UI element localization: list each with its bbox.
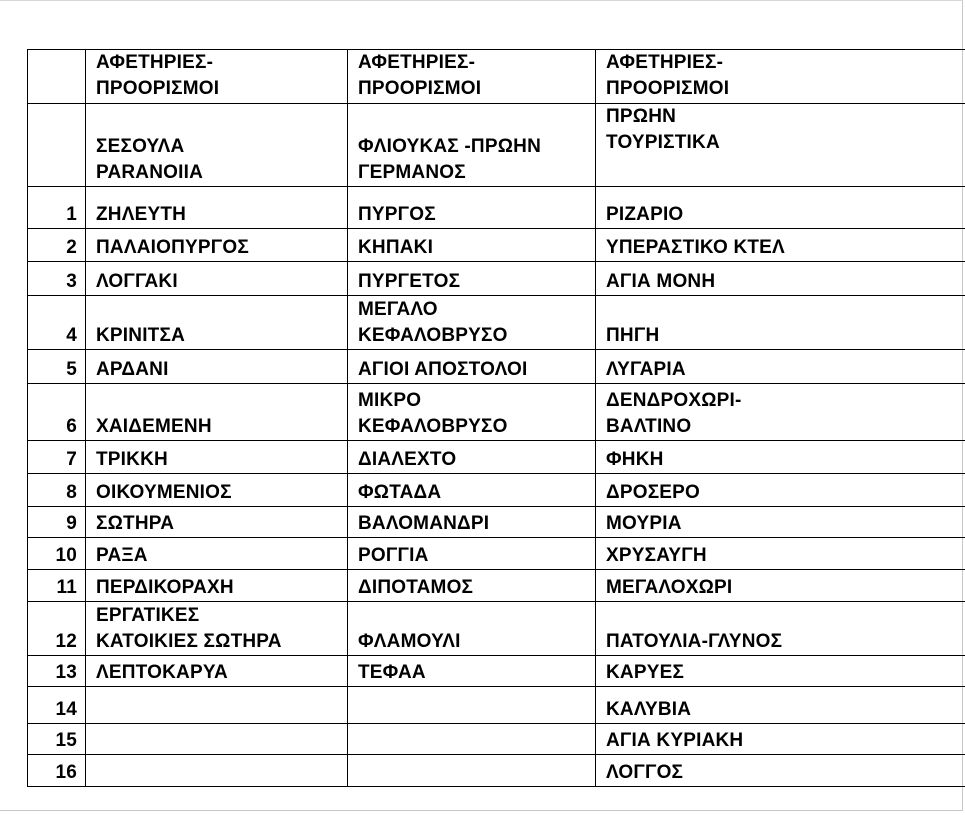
table-row	[28, 538, 965, 570]
row-number: 8	[28, 474, 86, 507]
table-row	[28, 187, 965, 229]
subheader-cell-col1: ΣΕΣΟΥΛΑ PARANOIIA	[86, 104, 348, 187]
row-number: 16	[28, 755, 86, 787]
row-cell-col3: ΜΕΓΑΛΟΧΩΡΙ	[596, 570, 965, 602]
row-number: 9	[28, 507, 86, 538]
row-cell-col2: ΒΑΛΟΜΑΝΔΡΙ	[348, 507, 596, 538]
row-number: 15	[28, 724, 86, 755]
table-row	[28, 384, 965, 441]
row-cell-col1	[86, 687, 348, 724]
table-row	[28, 474, 965, 507]
row-cell-col3: ΔΡΟΣΕΡΟ	[596, 474, 965, 507]
row-cell-col2	[348, 687, 596, 724]
row-cell-col1: ΧΑΙΔΕΜΕΝΗ	[86, 384, 348, 441]
row-number: 6	[28, 384, 86, 441]
row-cell-col2: ΦΛΑΜΟΥΛΙ	[348, 602, 596, 656]
table-row	[28, 602, 965, 656]
table-subheader-row	[28, 104, 965, 187]
row-cell-col3: ΠΗΓΗ	[596, 296, 965, 350]
table-row	[28, 441, 965, 474]
row-cell-col2: ΑΓΙΟΙ ΑΠΟΣΤΟΛΟΙ	[348, 350, 596, 384]
row-cell-col1: ΠΑΛΑΙΟΠΥΡΓΟΣ	[86, 229, 348, 262]
header-number-cell	[28, 50, 86, 104]
table-row	[28, 262, 965, 296]
row-cell-col3: ΦΗΚΗ	[596, 441, 965, 474]
row-cell-col3: ΚΑΛΥΒΙΑ	[596, 687, 965, 724]
row-number: 2	[28, 229, 86, 262]
routes-table	[27, 49, 965, 787]
row-number: 11	[28, 570, 86, 602]
row-cell-col3: ΜΟΥΡΙΑ	[596, 507, 965, 538]
table-row	[28, 507, 965, 538]
subheader-number-cell	[28, 104, 86, 187]
row-cell-col3: ΔΕΝΔΡΟΧΩΡΙ- ΒΑΛΤΙΝΟ	[596, 384, 965, 441]
table-row	[28, 656, 965, 687]
row-cell-col2: ΜΙΚΡΟ ΚΕΦΑΛΟΒΡΥΣΟ	[348, 384, 596, 441]
row-number: 12	[28, 602, 86, 656]
row-cell-col1: ΚΡΙΝΙΤΣΑ	[86, 296, 348, 350]
row-number: 5	[28, 350, 86, 384]
row-cell-col1: ΛΕΠΤΟΚΑΡΥΑ	[86, 656, 348, 687]
row-cell-col3: ΥΠΕΡΑΣΤΙΚΟ ΚΤΕΛ	[596, 229, 965, 262]
row-number: 13	[28, 656, 86, 687]
row-cell-col1: ΤΡΙΚΚΗ	[86, 441, 348, 474]
table-row	[28, 570, 965, 602]
row-cell-col1: ΠΕΡΔΙΚΟΡΑΧΗ	[86, 570, 348, 602]
row-cell-col1: ΡΑΞΑ	[86, 538, 348, 570]
header-cell-col1: ΑΦΕΤΗΡΙΕΣ- ΠΡΟΟΡΙΣΜΟΙ	[86, 50, 348, 104]
row-cell-col2	[348, 724, 596, 755]
table-row	[28, 724, 965, 755]
subheader-cell-col3: ΠΡΩΗΝ ΤΟΥΡΙΣΤΙΚΑ	[596, 104, 965, 187]
row-cell-col2: ΠΥΡΓΟΣ	[348, 187, 596, 229]
row-cell-col3: ΛΟΓΓΟΣ	[596, 755, 965, 787]
row-cell-col3: ΛΥΓΑΡΙΑ	[596, 350, 965, 384]
row-cell-col3: ΚΑΡΥΕΣ	[596, 656, 965, 687]
row-cell-col3: ΠΑΤΟΥΛΙΑ-ΓΛΥΝΟΣ	[596, 602, 965, 656]
row-cell-col1: ΣΩΤΗΡΑ	[86, 507, 348, 538]
table-row	[28, 229, 965, 262]
row-number: 4	[28, 296, 86, 350]
row-number: 7	[28, 441, 86, 474]
row-cell-col2: ΠΥΡΓΕΤΟΣ	[348, 262, 596, 296]
row-cell-col3: ΡΙΖΑΡΙΟ	[596, 187, 965, 229]
header-cell-col2: ΑΦΕΤΗΡΙΕΣ- ΠΡΟΟΡΙΣΜΟΙ	[348, 50, 596, 104]
table-row	[28, 755, 965, 787]
subheader-cell-col2: ΦΛΙΟΥΚΑΣ -ΠΡΩΗΝ ΓΕΡΜΑΝΟΣ	[348, 104, 596, 187]
table-row	[28, 296, 965, 350]
row-cell-col1: ΟΙΚΟΥΜΕΝΙΟΣ	[86, 474, 348, 507]
row-cell-col3: ΧΡΥΣΑΥΓΗ	[596, 538, 965, 570]
table-row	[28, 350, 965, 384]
row-cell-col1: ΑΡΔΑΝΙ	[86, 350, 348, 384]
row-cell-col2: ΔΙΠΟΤΑΜΟΣ	[348, 570, 596, 602]
row-cell-col2: ΦΩΤΑΔΑ	[348, 474, 596, 507]
row-cell-col1	[86, 724, 348, 755]
row-cell-col1: ΖΗΛΕΥΤΗ	[86, 187, 348, 229]
row-number: 1	[28, 187, 86, 229]
row-cell-col3: ΑΓΙΑ ΜΟΝΗ	[596, 262, 965, 296]
table-row	[28, 687, 965, 724]
row-cell-col3: ΑΓΙΑ ΚΥΡΙΑΚΗ	[596, 724, 965, 755]
header-cell-col3: ΑΦΕΤΗΡΙΕΣ- ΠΡΟΟΡΙΣΜΟΙ	[596, 50, 965, 104]
row-number: 3	[28, 262, 86, 296]
row-number: 10	[28, 538, 86, 570]
routes-table-body	[28, 50, 965, 787]
row-cell-col2: ΡΟΓΓΙΑ	[348, 538, 596, 570]
row-cell-col2: ΜΕΓΑΛΟ ΚΕΦΑΛΟΒΡΥΣΟ	[348, 296, 596, 350]
row-cell-col2: ΚΗΠΑΚΙ	[348, 229, 596, 262]
row-cell-col1: ΛΟΓΓΑΚΙ	[86, 262, 348, 296]
row-cell-col1	[86, 755, 348, 787]
table-header-row	[28, 50, 965, 104]
row-cell-col2: ΔΙΑΛΕΧΤΟ	[348, 441, 596, 474]
row-cell-col2	[348, 755, 596, 787]
row-number: 14	[28, 687, 86, 724]
row-cell-col2: ΤΕΦΑΑ	[348, 656, 596, 687]
row-cell-col1: ΕΡΓΑΤΙΚΕΣ ΚΑΤΟΙΚΙΕΣ ΣΩΤΗΡΑ	[86, 602, 348, 656]
